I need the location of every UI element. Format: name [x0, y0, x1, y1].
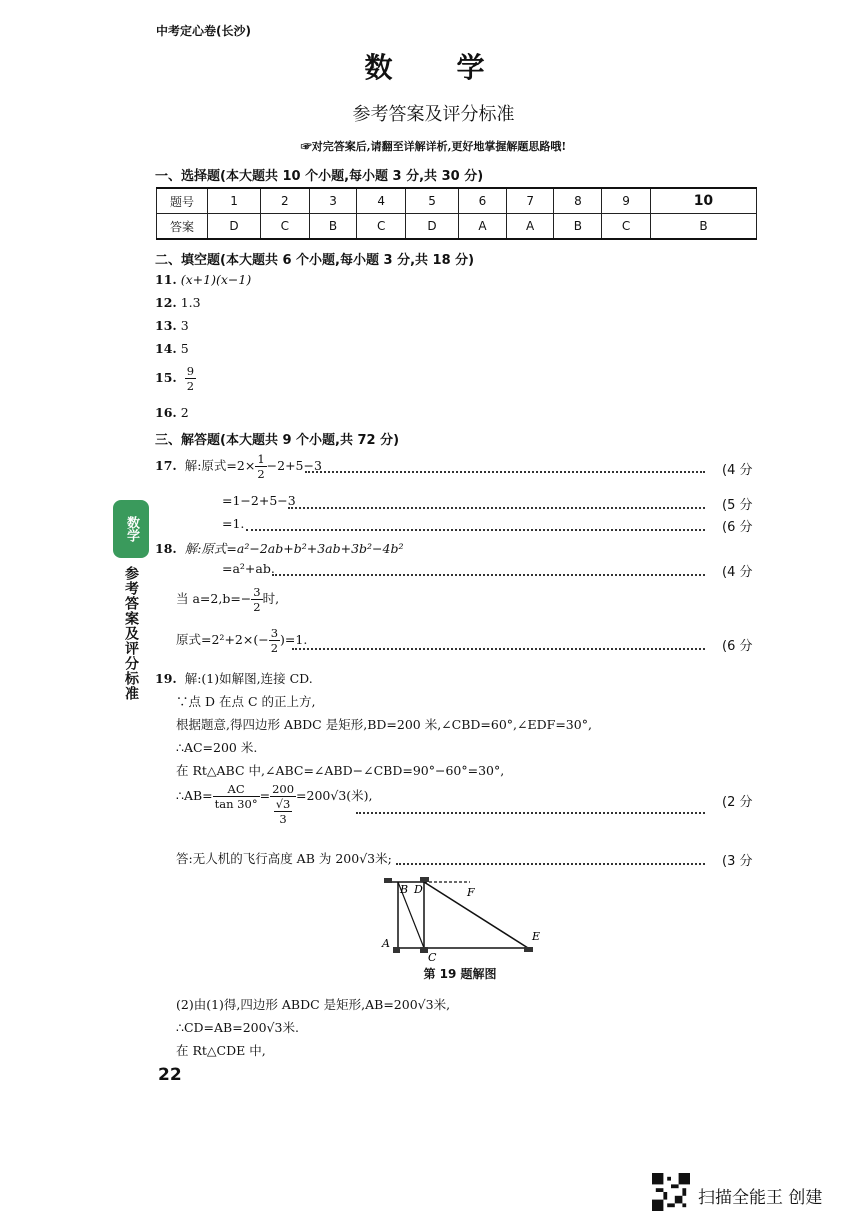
table-cell: 4: [357, 188, 406, 214]
table-cell: B: [554, 214, 602, 240]
table-cell: D: [406, 214, 459, 240]
table-cell: 5: [406, 188, 459, 214]
table-label-num: 题号: [157, 188, 208, 214]
q19-part2-line1: (2)由(1)得,四边形 ABDC 是矩形,AB=200√3米,: [176, 997, 451, 1012]
label-C: C: [428, 951, 437, 964]
tip-note: ☞对完答案后,请翻至详解详析,更好地掌握解题思路哦!: [300, 140, 567, 153]
answer-14: 14. 5: [155, 341, 189, 356]
answer-11: 11. (x+1)(x−1): [155, 272, 252, 287]
table-cell: 7: [506, 188, 554, 214]
dot-leader: [246, 529, 705, 531]
table-cell: A: [459, 214, 507, 240]
table-cell: 3: [309, 188, 357, 214]
side-label: 参考答案及评分标准: [123, 566, 139, 701]
q19-line7: 答:无人机的飞行高度 AB 为 200√3米;: [176, 851, 392, 866]
q19-part2-line3: 在 Rt△CDE 中,: [176, 1043, 266, 1058]
table-cell: 1: [208, 188, 261, 214]
page-subtitle: 参考答案及评分标准: [352, 104, 515, 125]
q19-line1: 19. 解:(1)如解图,连接 CD.: [155, 671, 313, 686]
table-label-ans: 答案: [157, 214, 208, 240]
score-mark: (4 分: [722, 463, 753, 478]
q19-part2-line2: ∴CD=AB=200√3米.: [176, 1020, 299, 1035]
score-mark: (5 分: [722, 498, 753, 513]
dot-leader: [356, 812, 705, 814]
base-mark: [420, 947, 428, 953]
label-E: E: [532, 930, 541, 943]
page-number: 22: [158, 1065, 182, 1085]
table-cell: 6: [459, 188, 507, 214]
answer-16: 16. 2: [155, 405, 189, 420]
q19-line4: ∴AC=200 米.: [176, 740, 258, 755]
score-mark: (2 分: [722, 795, 753, 810]
figure-caption: 第 19 题解图: [423, 967, 497, 981]
table-row-numbers: [157, 188, 757, 214]
dot-leader: [272, 574, 705, 576]
watermark-text: 扫描全能王 创建: [698, 1188, 823, 1208]
q19-line5: 在 Rt△ABC 中,∠ABC=∠ABD−∠CBD=90°−60°=30°,: [176, 763, 505, 778]
q17-line3: =1.: [222, 516, 245, 531]
table-cell: B: [650, 214, 756, 240]
score-mark: (4 分: [722, 565, 753, 580]
section2-heading: 二、填空题(本大题共 6 个小题,每小题 3 分,共 18 分): [155, 253, 475, 268]
q18-line1: 18. 解:原式=a²−2ab+b²+3ab+3b²−4b²: [155, 541, 404, 556]
table-cell: 2: [261, 188, 310, 214]
drone-icon: [420, 877, 429, 882]
segment-DE: [424, 882, 528, 948]
page-title: 数 学: [364, 51, 503, 84]
fraction: $\frac{9}{2}$: [186, 364, 195, 393]
table-cell: C: [261, 214, 310, 240]
answer-15: 15. $\frac{9}{2}$: [155, 364, 195, 393]
q18-line2: =a²+ab.: [222, 561, 275, 576]
score-mark: (3 分: [722, 854, 753, 869]
q19-line3: 根据题意,得四边形 ABDC 是矩形,BD=200 米,∠CBD=60°,∠EDF=30°,: [176, 717, 592, 732]
dot-leader: [292, 648, 705, 650]
geometry-figure: [378, 872, 548, 966]
q17-line1: 17. 解:原式=2× $\frac{1}{2}$ −2+5−3: [155, 452, 322, 481]
series-header: 中考定心卷(长沙): [156, 24, 251, 38]
base-mark: [524, 947, 533, 952]
score-mark: (6 分: [722, 639, 753, 654]
dot-leader: [305, 471, 705, 473]
label-A: A: [382, 937, 390, 950]
section3-heading: 三、解答题(本大题共 9 个小题,共 72 分): [155, 433, 400, 448]
table-cell: A: [506, 214, 554, 240]
table-cell: D: [208, 214, 261, 240]
dot-leader: [396, 863, 705, 865]
drone-icon: [384, 878, 392, 883]
q19-line2: ∵点 D 在点 C 的正上方,: [176, 694, 316, 709]
table-cell: 8: [554, 188, 602, 214]
table-row-answers: [157, 214, 757, 240]
table-cell: 9: [602, 188, 651, 214]
score-mark: (6 分: [722, 520, 753, 535]
dot-leader: [288, 507, 705, 509]
q18-line4: 原式=2²+2×(− $\frac{3}{2}$ )=1.: [176, 626, 308, 655]
section1-heading: 一、选择题(本大题共 10 个小题,每小题 3 分,共 30 分): [155, 169, 484, 184]
table-cell: 10: [650, 188, 756, 214]
answer-12: 12. 1.3: [155, 295, 201, 310]
qr-code-icon: [652, 1173, 690, 1211]
answer-13: 13. 3: [155, 318, 189, 333]
label-D: D: [414, 883, 423, 896]
base-mark: [393, 947, 400, 953]
label-B: B: [400, 883, 409, 896]
q19-line6: ∴AB= $\frac{AC}{\tan 30^\circ}$ = $\frac{200}{\frac{√3}{3}}$ =200√3(米),: [176, 782, 373, 826]
subject-tab: 数学: [113, 500, 149, 558]
label-F: F: [467, 886, 475, 899]
answer-table: [156, 187, 757, 240]
q17-line2: =1−2+5−3: [222, 493, 296, 508]
table-cell: C: [602, 214, 651, 240]
q18-line3: 当 a=2,b=− $\frac{3}{2}$ 时,: [176, 585, 280, 614]
table-cell: B: [309, 214, 357, 240]
table-cell: C: [357, 214, 406, 240]
